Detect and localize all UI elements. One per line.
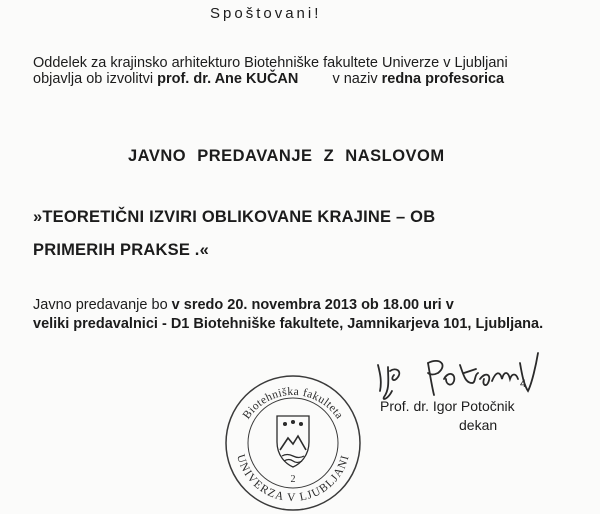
- details-prefix: Javno predavanje bo: [33, 297, 168, 313]
- lecture-title-line-1: »TEORETIČNI IZVIRI OBLIKOVANE KRAJINE – OB: [33, 208, 436, 226]
- details-date: v sredo 20. novembra 2013 ob 18.00 uri v: [171, 297, 454, 313]
- details-line-2: [33, 316, 543, 332]
- seal-top-text: Biotehniška fakulteta: [240, 385, 346, 422]
- coat-of-arms-icon: [277, 416, 309, 467]
- intro-mid: v naziv: [332, 71, 378, 87]
- seal-number: 2: [290, 474, 296, 485]
- intro-prefix: objavlja ob izvolitvi: [33, 71, 154, 87]
- university-seal: [222, 372, 364, 514]
- details-line-1: [33, 297, 454, 313]
- intro-line-2: [33, 71, 504, 87]
- lecture-title-line-2: PRIMERIH PRAKSE .«: [33, 241, 209, 259]
- signature: [368, 335, 568, 405]
- greeting: Spoštovani!: [210, 5, 322, 22]
- page-title: JAVNO PREDAVANJE Z NASLOVOM: [128, 147, 445, 165]
- details-location: veliki predavalnici - D1 Biotehniške fakultete, Jamnikarjeva 101, Ljubljana.: [33, 316, 544, 332]
- signer-name: Prof. dr. Igor Potočnik: [380, 398, 515, 414]
- signature-mark: 4: [520, 378, 527, 390]
- seal-bottom-text: UNIVERZA V LJUBLJANI: [234, 453, 352, 505]
- intro-line-1: Oddelek za krajinsko arhitekturo Biotehniške fakultete Univerze v Ljubljani: [33, 55, 508, 71]
- candidate-name: prof. dr. Ane KUČAN: [157, 71, 299, 87]
- signer-role: dekan: [459, 417, 498, 433]
- academic-title: redna profesorica: [381, 71, 505, 87]
